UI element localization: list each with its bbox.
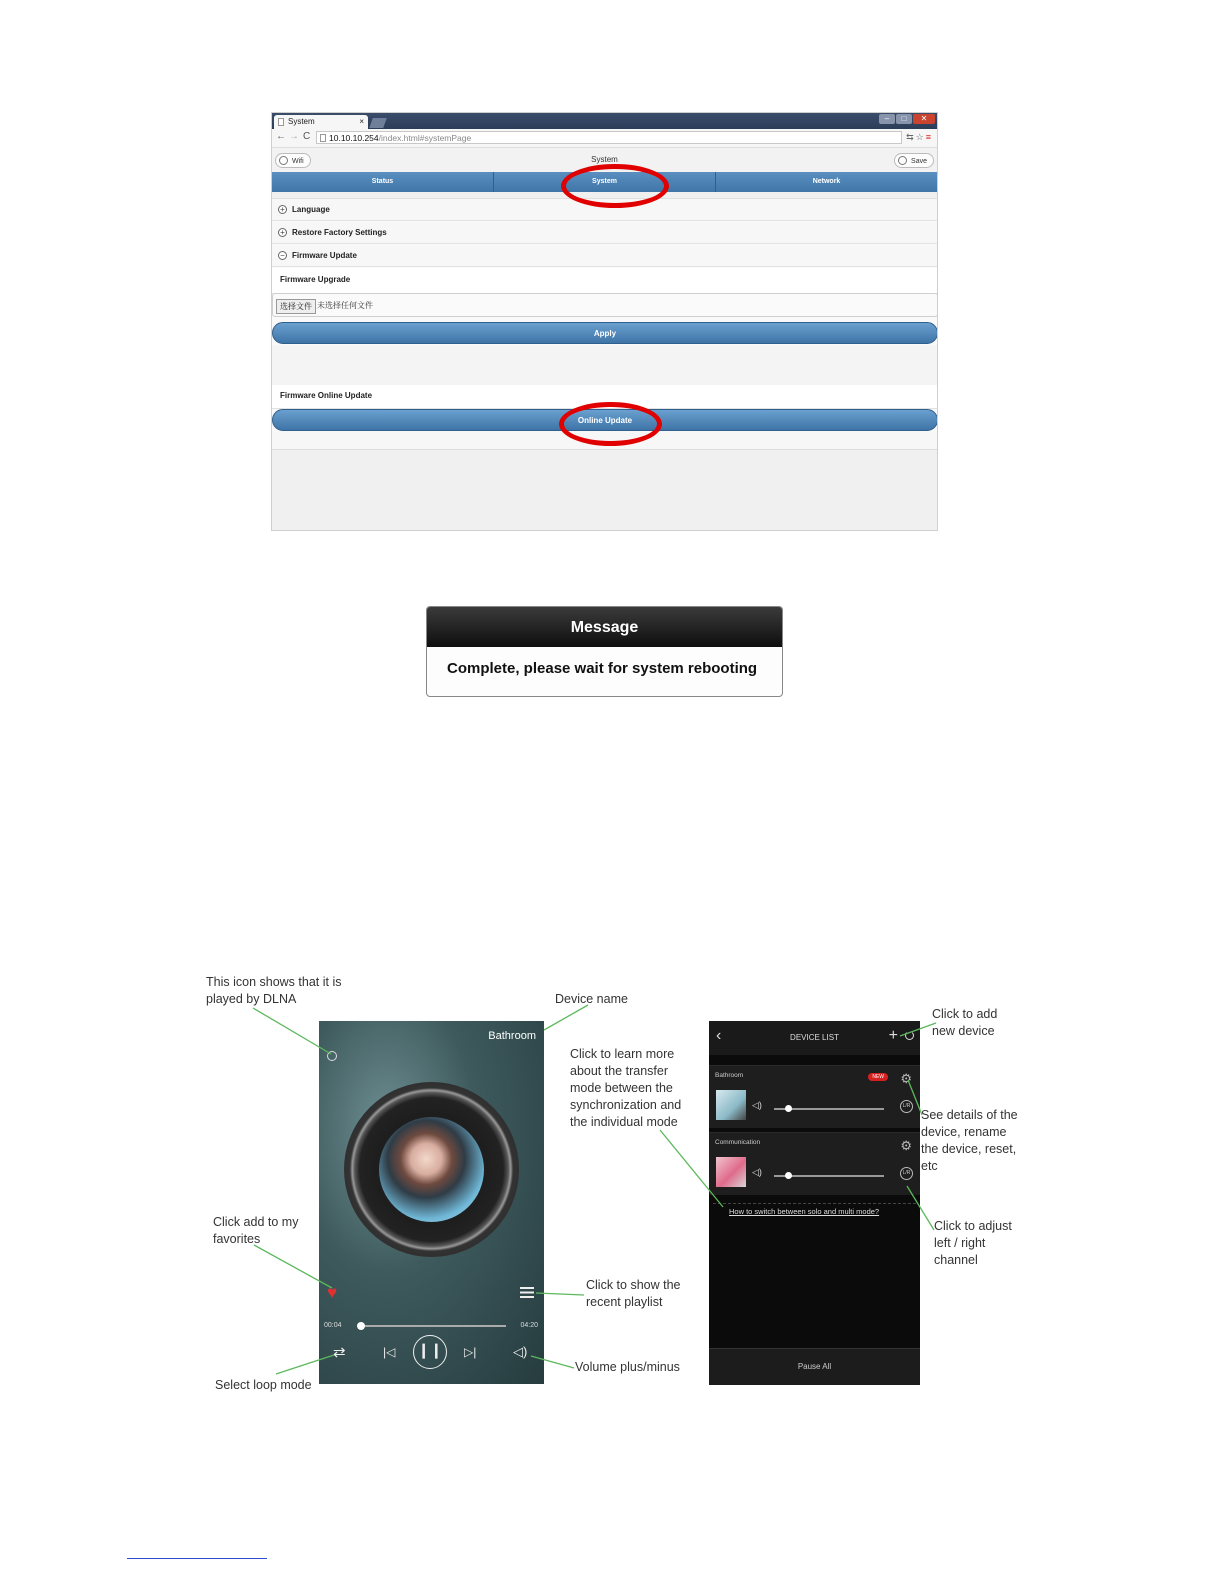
- annotation-line: mode between the: [570, 1081, 673, 1095]
- gear-icon[interactable]: ⚙: [900, 1071, 912, 1086]
- star-icon[interactable]: ☆: [915, 132, 926, 142]
- device-card-name: Bathroom: [715, 1072, 744, 1079]
- favorite-heart-icon[interactable]: ♥: [327, 1283, 338, 1302]
- annotation-playlist: [586, 1277, 680, 1311]
- pause-all-button[interactable]: Pause All: [709, 1348, 920, 1385]
- annotation-line: synchronization and: [570, 1098, 682, 1112]
- time-total: 04:20: [520, 1322, 538, 1329]
- annotation-line: device, rename: [921, 1125, 1007, 1139]
- translate-icon[interactable]: ⇆: [906, 132, 916, 142]
- annotation-loop: [215, 1377, 312, 1394]
- annotation-transfer-mode: [570, 1046, 681, 1131]
- annotation-line: etc: [921, 1159, 938, 1173]
- menu-icon[interactable]: ≡: [925, 132, 933, 142]
- forward-icon[interactable]: →: [289, 131, 299, 142]
- annotation-volume: [575, 1359, 680, 1376]
- online-update-button[interactable]: Online Update: [272, 409, 938, 431]
- leader-volume: [531, 1356, 574, 1368]
- minimize-icon[interactable]: –: [879, 114, 895, 124]
- leader-details: [908, 1080, 922, 1115]
- loop-icon[interactable]: ⇄: [333, 1344, 346, 1361]
- channel-button[interactable]: L/R: [900, 1167, 913, 1180]
- file-status: 未选择任何文件: [317, 301, 373, 310]
- url-host: 10.10.10.254: [329, 133, 379, 143]
- tab-title: System: [288, 117, 315, 126]
- leader-channel: [907, 1186, 934, 1230]
- next-icon[interactable]: ▷|: [464, 1345, 477, 1359]
- annotation-line: played by DLNA: [206, 992, 297, 1006]
- apply-button[interactable]: Apply: [272, 322, 938, 344]
- pause-button[interactable]: ❙❙: [413, 1335, 447, 1369]
- leader-playlist: [536, 1293, 584, 1295]
- annotation-line: See details of the: [921, 1108, 1018, 1122]
- annotation-line: Click to show the: [586, 1278, 681, 1292]
- leader-favorites: [254, 1245, 332, 1288]
- device-list-title: DEVICE LIST: [790, 1033, 839, 1042]
- expand-icon: +: [278, 205, 287, 214]
- speaker-icon[interactable]: ◁): [752, 1167, 762, 1177]
- row-label: Language: [292, 205, 330, 214]
- url-path: /index.html#systemPage: [378, 133, 472, 143]
- close-window-icon[interactable]: ✕: [913, 114, 935, 124]
- tab-status[interactable]: Status: [272, 172, 494, 192]
- annotation-line: left / right: [934, 1236, 986, 1250]
- reload-icon[interactable]: C: [303, 131, 311, 142]
- gear-icon[interactable]: ⚙: [900, 1138, 912, 1153]
- annotation-line: favorites: [213, 1232, 261, 1246]
- annotation-line: channel: [934, 1253, 978, 1267]
- volume-icon[interactable]: ◁): [513, 1344, 528, 1359]
- annotation-line: Click to adjust: [934, 1219, 1012, 1233]
- annotation-dlna: [206, 974, 341, 1008]
- leader-loop: [276, 1355, 334, 1374]
- speaker-icon[interactable]: ◁): [752, 1100, 762, 1110]
- annotation-channel: [934, 1218, 1012, 1269]
- expand-icon: +: [278, 228, 287, 237]
- footnote-rule: [127, 1558, 267, 1559]
- add-device-icon[interactable]: +: [888, 1027, 898, 1044]
- annotation-line: Click add to my: [213, 1215, 299, 1229]
- device-name: Bathroom: [488, 1030, 536, 1042]
- annotation-details: [921, 1107, 1018, 1175]
- annotation-line: new device: [932, 1024, 995, 1038]
- annotation-line: This icon shows that it is: [206, 975, 342, 989]
- annotation-line: Device name: [555, 992, 628, 1006]
- annotation-line: the individual mode: [570, 1115, 678, 1129]
- back-chevron-icon[interactable]: ‹: [716, 1027, 722, 1044]
- device-card-name: Communication: [715, 1139, 761, 1146]
- tab-system[interactable]: System: [494, 172, 716, 192]
- dialog-title: Message: [427, 607, 782, 647]
- howto-link[interactable]: How to switch between solo and multi mode?: [729, 1207, 880, 1216]
- annotation-add-device: [932, 1006, 997, 1040]
- row-label: Restore Factory Settings: [292, 228, 387, 237]
- back-icon[interactable]: ←: [276, 131, 286, 142]
- maximize-icon[interactable]: □: [896, 114, 912, 124]
- annotation-line: recent playlist: [586, 1295, 663, 1309]
- annotation-line: Select loop mode: [215, 1378, 312, 1392]
- previous-icon[interactable]: |◁: [383, 1345, 396, 1359]
- leader-device-name: [544, 1005, 588, 1030]
- page-title: System: [591, 155, 618, 164]
- annotation-line: Click to add: [932, 1007, 998, 1021]
- row-label: Firmware Update: [292, 251, 357, 260]
- tab-close-icon[interactable]: ×: [359, 117, 364, 126]
- new-badge: NEW: [868, 1073, 888, 1081]
- annotation-device-name: [555, 991, 628, 1008]
- annotation-favorites: [213, 1214, 298, 1248]
- channel-button[interactable]: L/R: [900, 1100, 913, 1113]
- annotation-line: about the transfer: [570, 1064, 668, 1078]
- leader-transfer-mode: [660, 1130, 723, 1207]
- choose-file-button[interactable]: 选择文件: [276, 299, 316, 314]
- annotation-line: Volume plus/minus: [575, 1360, 680, 1374]
- time-elapsed: 00:04: [324, 1322, 342, 1329]
- dialog-message: Complete, please wait for system rebooting: [447, 660, 758, 677]
- firmware-upgrade-label: Firmware Upgrade: [272, 268, 938, 294]
- tab-network[interactable]: Network: [812, 178, 841, 185]
- leader-add-device: [900, 1023, 936, 1036]
- annotation-line: Click to learn more: [570, 1047, 675, 1061]
- annotation-line: the device, reset,: [921, 1142, 1017, 1156]
- wifi-label: Wifi: [292, 158, 304, 165]
- collapse-icon: −: [278, 251, 287, 260]
- online-update-section: Firmware Online Update: [272, 385, 938, 409]
- save-label: Save: [911, 158, 927, 165]
- leader-dlna: [253, 1008, 331, 1054]
